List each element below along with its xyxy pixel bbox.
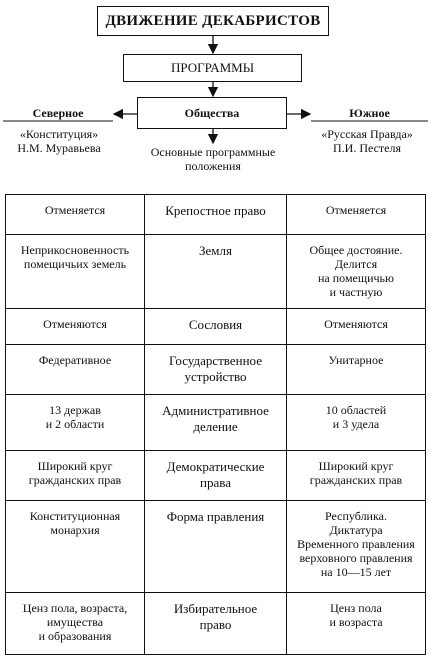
southern-cell: 10 областей и 3 удела: [287, 395, 426, 451]
topic-cell: Избирательное право: [145, 593, 287, 655]
societies-text: Общества: [184, 105, 240, 120]
northern-cell: 13 держав и 2 области: [6, 395, 145, 451]
title-text: ДВИЖЕНИЕ ДЕКАБРИСТОВ: [105, 12, 321, 29]
programs-box: [123, 54, 302, 82]
title-box: [97, 6, 329, 36]
southern-cell: Ценз пола и возраста: [287, 593, 426, 655]
southern-cell: Отменяются: [287, 309, 426, 345]
topic-cell: Форма правления: [145, 501, 287, 593]
northern-cell: Отменяется: [6, 195, 145, 235]
northern-cell: Широкий круг гражданских прав: [6, 451, 145, 501]
southern-cell: Отменяется: [287, 195, 426, 235]
main-provisions-label: Основные программные положения: [150, 145, 276, 173]
northern-cell: Отменяются: [6, 309, 145, 345]
southern-cell: Республика. Диктатура Временного правления верховного правления на 10—15 лет: [287, 501, 426, 593]
southern-cell: Общее достояние. Делится на помещичью и частную: [287, 235, 426, 309]
northern-cell: Конституционная монархия: [6, 501, 145, 593]
table-row: [6, 451, 426, 501]
table-row: [6, 395, 426, 451]
topic-cell: Административное деление: [145, 395, 287, 451]
southern-author: П.И. Пестеля: [332, 141, 402, 155]
table-row: [6, 345, 426, 395]
northern-label: Северное: [32, 106, 84, 120]
northern-cell: Ценз пола, возраста, имущества и образования: [6, 593, 145, 655]
societies-box: [137, 97, 287, 129]
table-row: [6, 501, 426, 593]
southern-document: «Русская Правда»: [321, 127, 413, 141]
topic-cell: Демократические права: [145, 451, 287, 501]
southern-label: Южное: [349, 106, 390, 120]
topic-cell: Государственное устройство: [145, 345, 287, 395]
southern-info: [306, 127, 428, 155]
topic-cell: Сословия: [145, 309, 287, 345]
comparison-table: [5, 194, 426, 655]
table-row: [6, 235, 426, 309]
table-row: [6, 593, 426, 655]
northern-cell: Федеративное: [6, 345, 145, 395]
southern-cell: Широкий круг гражданских прав: [287, 451, 426, 501]
southern-cell: Унитарное: [287, 345, 426, 395]
table-row: [6, 309, 426, 345]
northern-author: Н.М. Муравьева: [17, 141, 101, 155]
topic-cell: Крепостное право: [145, 195, 287, 235]
northern-document: «Конституция»: [19, 127, 99, 141]
northern-info: [3, 127, 115, 155]
northern-cell: Неприкосновенность помещичьих земель: [6, 235, 145, 309]
programs-text: ПРОГРАММЫ: [170, 60, 255, 75]
table-row: [6, 195, 426, 235]
topic-cell: Земля: [145, 235, 287, 309]
